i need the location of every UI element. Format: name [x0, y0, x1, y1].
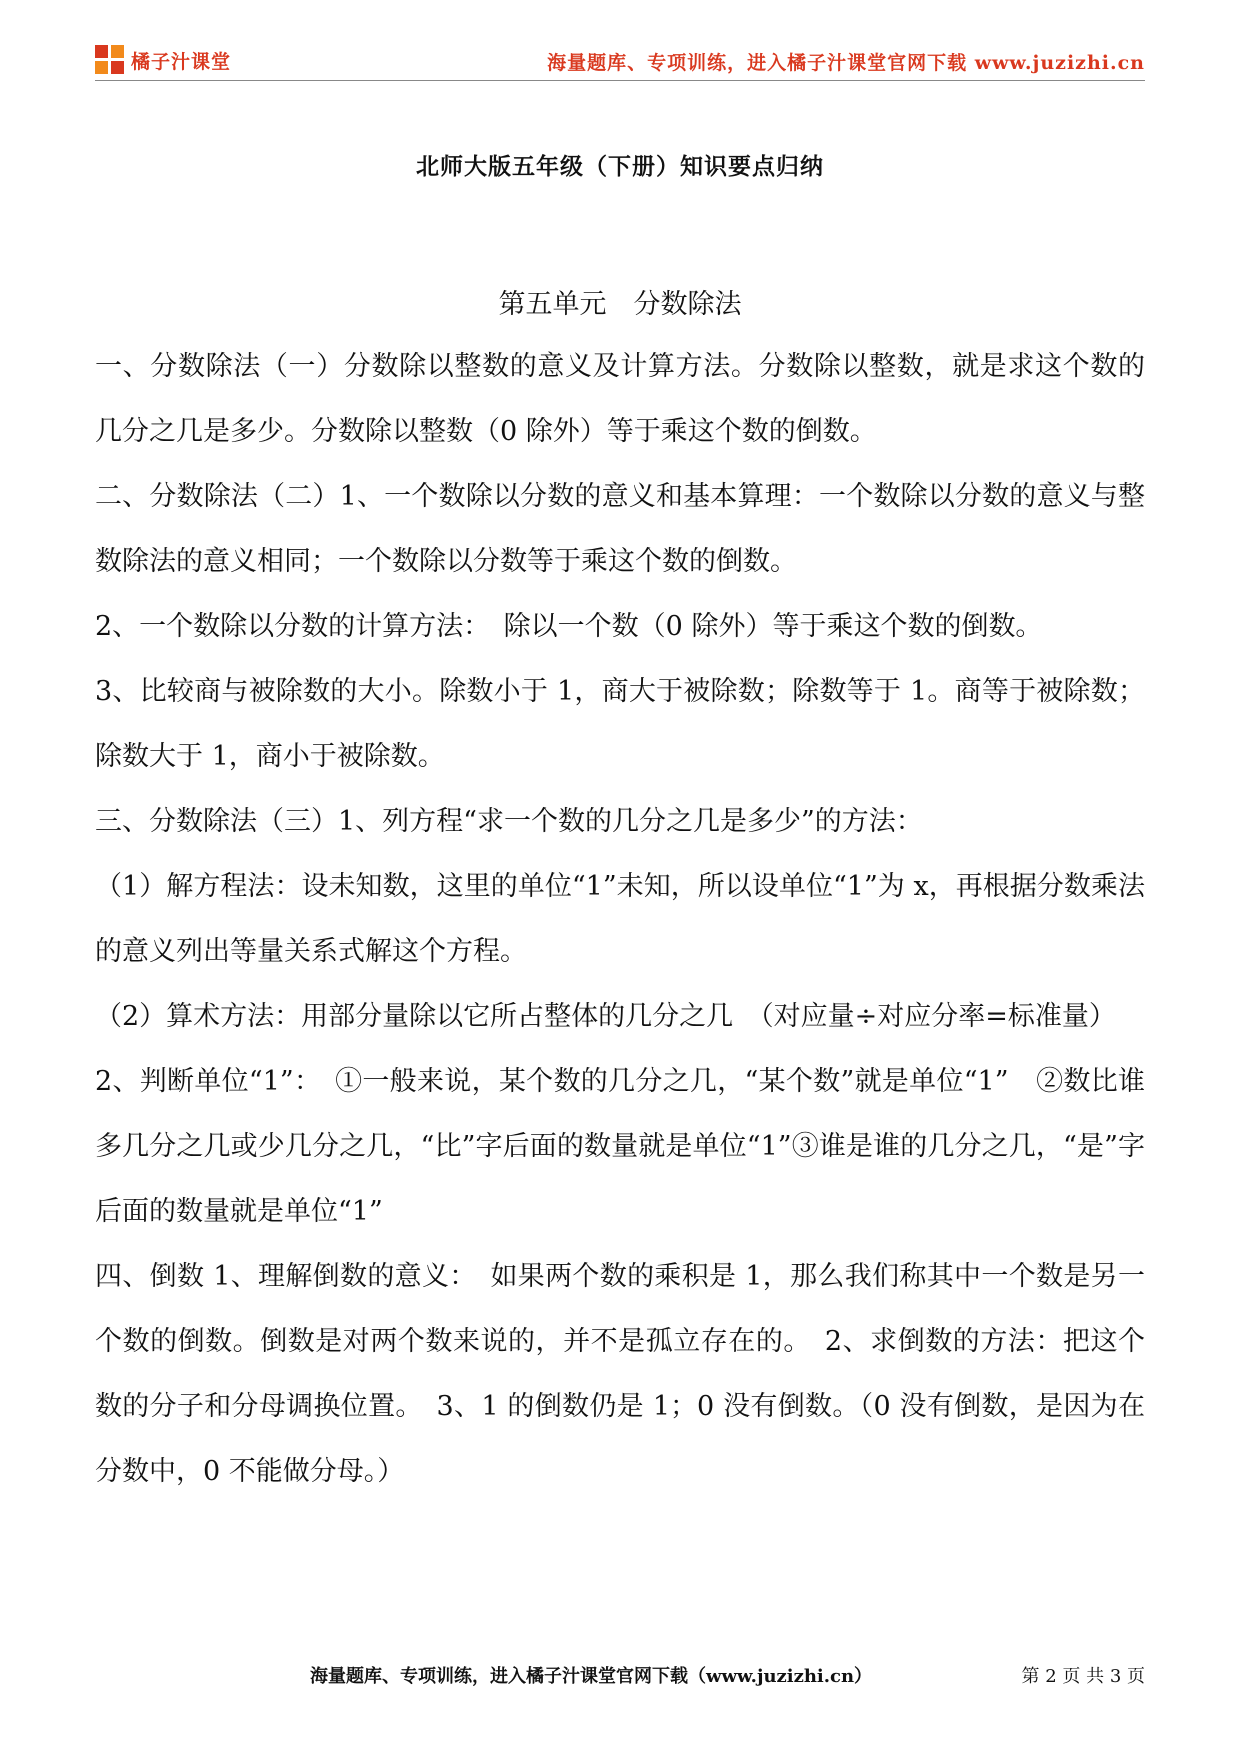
document-title: 北师大版五年级（下册）知识要点归纳 — [416, 153, 824, 180]
page-number: 第 2 页 共 3 页 — [1021, 1666, 1145, 1687]
document-body — [95, 334, 1145, 1504]
header-slogan: 海量题库、专项训练，进入橘子汁课堂官网下载 www.juzizhi.cn — [547, 52, 1145, 74]
logo-text: 橘子汁课堂 — [131, 50, 232, 73]
paragraph: 四、倒数 1、理解倒数的意义： 如果两个数的乘积是 1，那么我们称其中一个数是另一个数的倒数。倒数是对两个数来说的，并不是孤立存在的。 2、求倒数的方法：把这个数的分子和分母调换位置。 3、1 的倒数仍是 1；0 没有倒数。（0 没有倒数，是因为在分数中，0 不能做分母。） — [95, 1261, 1145, 1487]
page-header — [95, 40, 1145, 82]
paragraph: 三、分数除法（三）1、列方程“求一个数的几分之几是多少”的方法： — [95, 806, 923, 837]
footer-slogan: 海量题库、专项训练，进入橘子汁课堂官网下载（www.juzizhi.cn） — [310, 1666, 873, 1687]
brand-logo — [95, 44, 231, 76]
unit-title: 第五单元 分数除法 — [498, 289, 742, 320]
paragraph: 二、分数除法（二）1、一个数除以分数的意义和基本算理：一个数除以分数的意义与整数除法的意义相同；一个数除以分数等于乘这个数的倒数。 — [95, 481, 1145, 577]
paragraph: 2、判断单位“1”： ①一般来说，某个数的几分之几，“某个数”就是单位“1” ②数比谁多几分之几或少几分之几，“比”字后面的数量就是单位“1”③谁是谁的几分之几，“是”字后面的数量就是单位“1” — [95, 1066, 1145, 1227]
paragraph: 一、分数除法（一）分数除以整数的意义及计算方法。分数除以整数，就是求这个数的几分之几是多少。分数除以整数（0 除外）等于乘这个数的倒数。 — [95, 351, 1145, 447]
paragraph: 2、一个数除以分数的计算方法： 除以一个数（0 除外）等于乘这个数的倒数。 — [95, 611, 1043, 642]
header-divider — [95, 80, 1145, 81]
paragraph: （1）解方程法：设未知数，这里的单位“1”未知，所以设单位“1”为 x，再根据分数乘法的意义列出等量关系式解这个方程。 — [95, 871, 1145, 967]
paragraph: 3、比较商与被除数的大小。除数小于 1，商大于被除数；除数等于 1。商等于被除数；除数大于 1，商小于被除数。 — [95, 676, 1145, 772]
page-footer — [95, 1662, 1145, 1692]
logo-squares-icon — [95, 45, 125, 75]
paragraph: （2）算术方法：用部分量除以它所占整体的几分之几 （对应量÷对应分率=标准量） — [95, 1001, 1116, 1032]
